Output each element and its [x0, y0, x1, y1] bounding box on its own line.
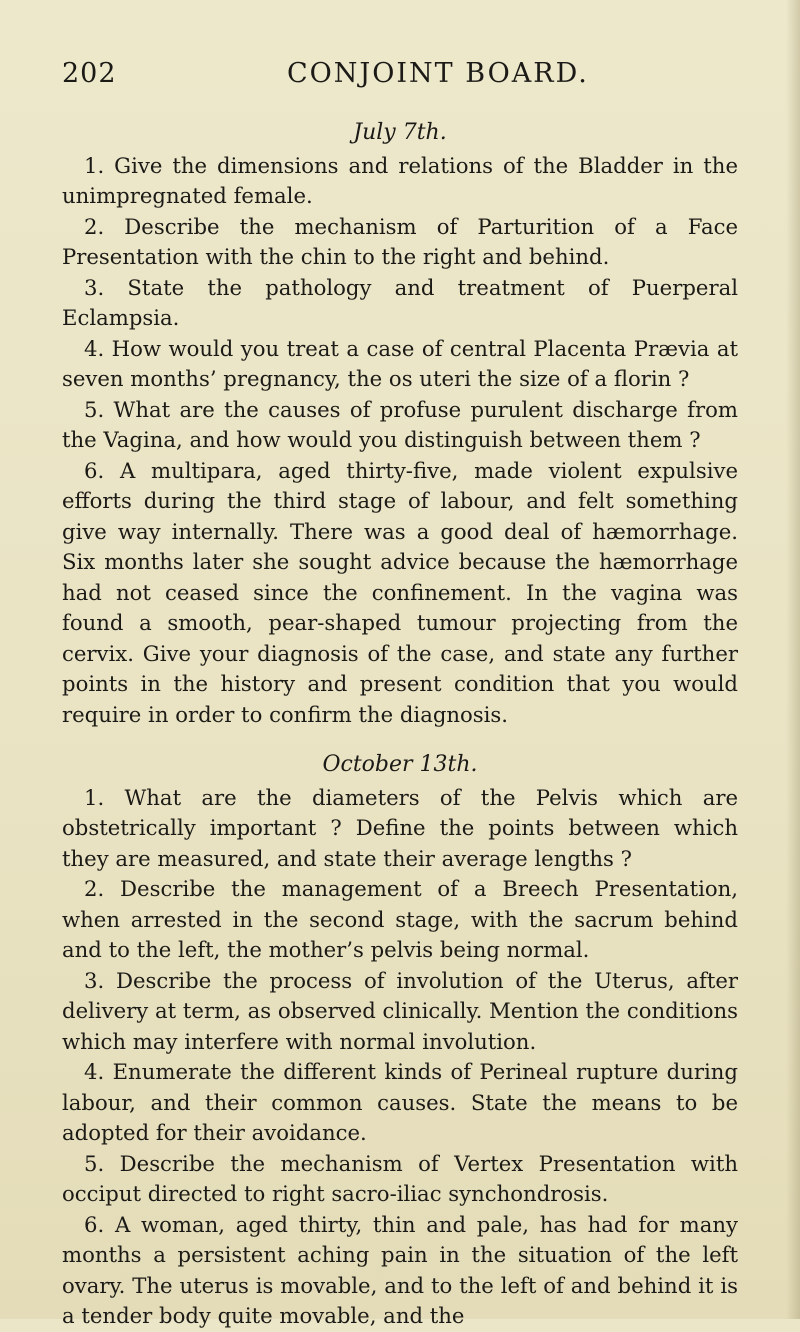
question-item: 5. Describe the mechanism of Vertex Presentation with occiput directed to right sacro-iliac synchondrosis. [62, 1150, 738, 1206]
question-item: 6. A woman, aged thirty, thin and pale, has had for many months a persistent aching pain in the situation of the left ovary. The uterus is movable, and to the left of and behind it is a tender body quite movable, and the [62, 1211, 738, 1328]
question-item: 1. Give the dimensions and relations of the Bladder in the unimpregnated female. [62, 152, 738, 208]
question-item: 6. A multipara, aged thirty-five, made violent expulsive efforts during the third stage of labour, and felt something give way internally. There was a good deal of hæmorrhage. Six months later she sought advice because the hæmorrhage had not ceased since the confinement. In the vagina was found a smooth, pear-shaped tumour projecting from the cervix. Give your diagnosis of the case, and state any further points in the history and present condition that you would require in order to confirm the diagnosis. [62, 457, 738, 727]
running-title: CONJOINT BOARD. [287, 58, 589, 89]
question-item: 4. Enumerate the different kinds of Perineal rupture during labour, and their common causes. State the means to be adopted for their avoidance. [62, 1059, 738, 1145]
page-edge-shadow [786, 0, 800, 1319]
question-item: 3. Describe the process of involution of the Uterus, after delivery at term, as observed clinically. Mention the conditions which may interfere with normal involution. [62, 967, 738, 1054]
section-date: July 7th. [353, 120, 447, 145]
question-item: 1. What are the diameters of the Pelvis which are obstetrically important ? Define the points between which they are measured, and state their average lengths ? [62, 784, 738, 871]
question-item: 4. How would you treat a case of central Placenta Prævia at seven months’ pregnancy, the os uteri the size of a florin ? [62, 335, 738, 391]
running-head [62, 58, 742, 98]
question-item: 3. State the pathology and treatment of Puerperal Eclampsia. [62, 274, 738, 330]
question-item: 2. Describe the management of a Breech Presentation, when arrested in the second stage, with the sacrum behind and to the left, the mother’s pelvis being normal. [62, 876, 738, 962]
page-number: 202 [62, 58, 117, 89]
section-july [62, 118, 738, 730]
section-date: October 13th. [322, 752, 478, 777]
question-item: 2. Describe the mechanism of Parturition of a Face Presentation with the chin to the right and behind. [62, 213, 738, 269]
question-item: 5. What are the causes of profuse purulent discharge from the Vagina, and how would you distinguish between them ? [62, 396, 738, 452]
exam-questions [62, 118, 738, 1332]
section-october [62, 750, 738, 1332]
